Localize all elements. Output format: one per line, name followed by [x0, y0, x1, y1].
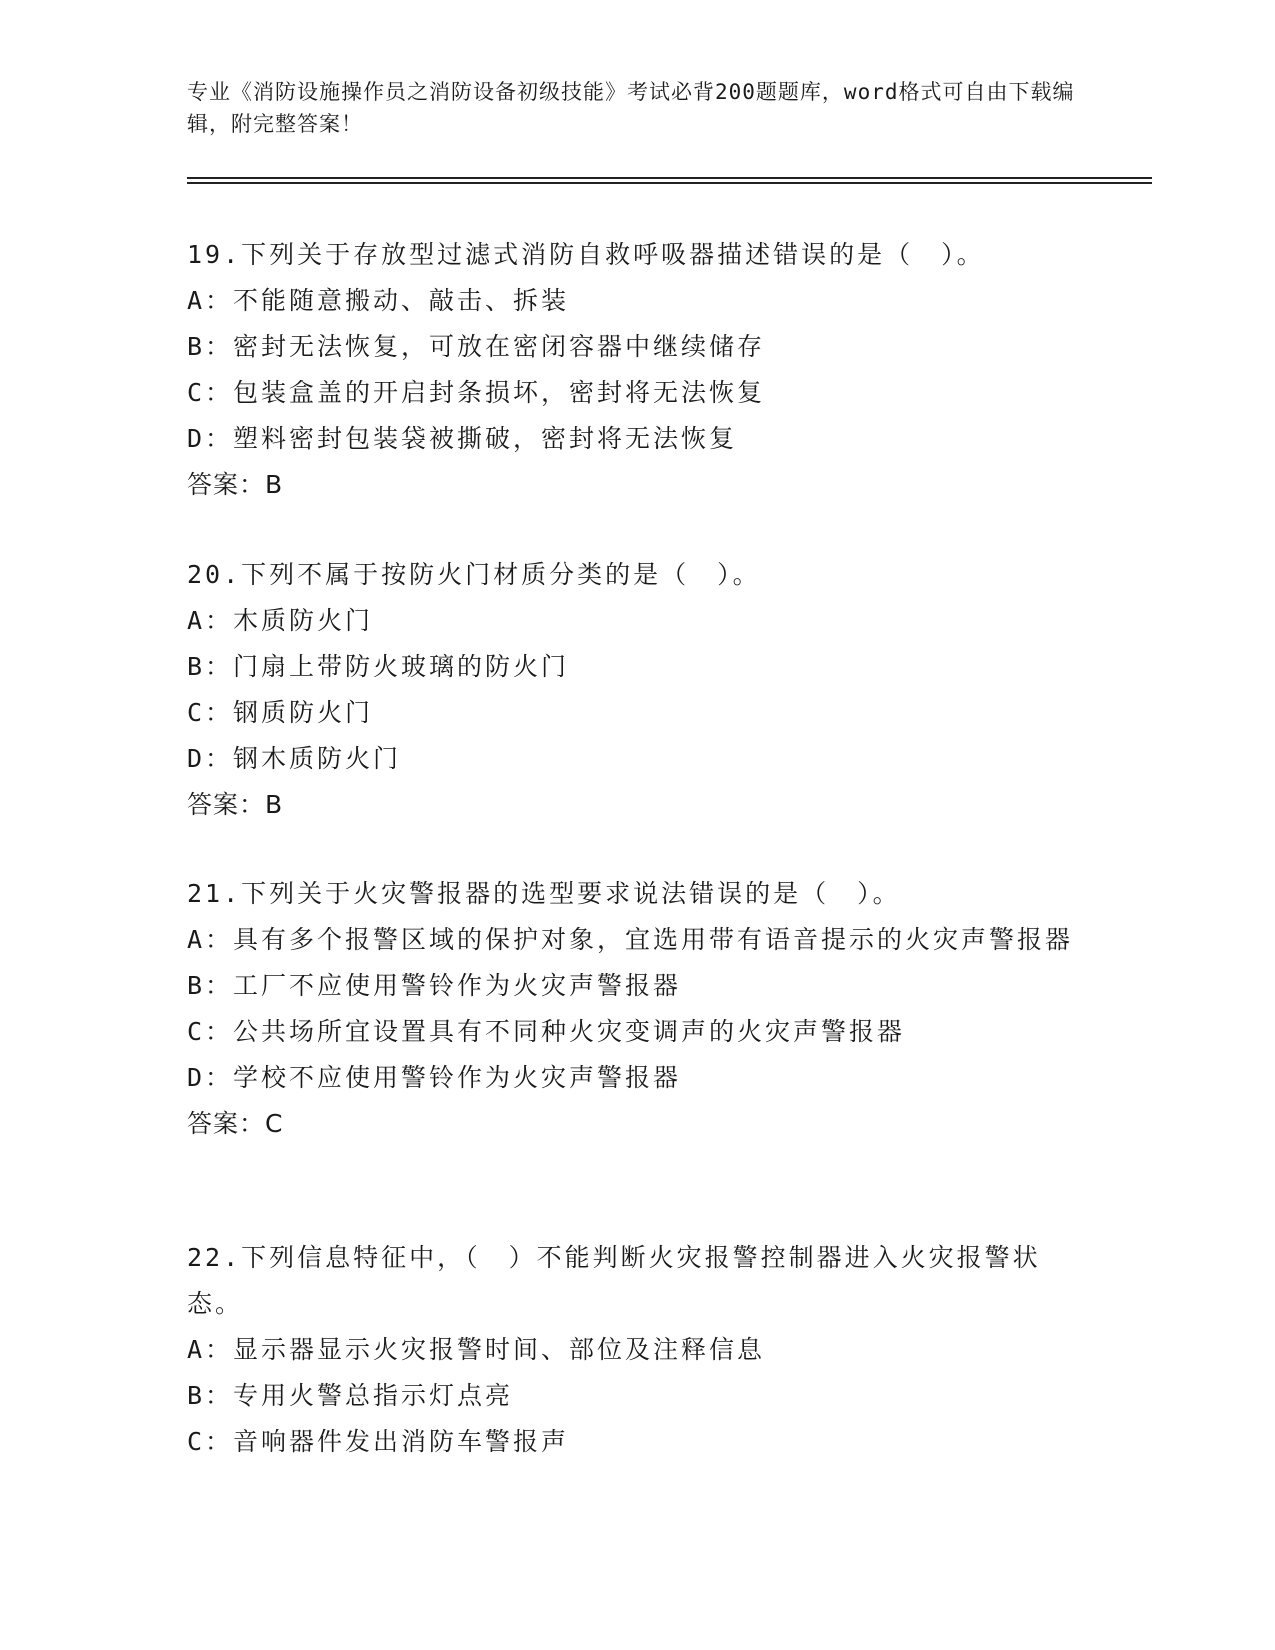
question-21 — [187, 871, 1087, 1147]
option-c: C：公共场所宜设置具有不同种火灾变调声的火灾声警报器 — [187, 1017, 906, 1046]
option-b: B：专用火警总指示灯点亮 — [187, 1381, 514, 1410]
option-a: A：木质防火门 — [187, 606, 374, 635]
header-divider-bottom — [187, 182, 1152, 184]
header-divider-top — [187, 177, 1152, 179]
question-22 — [187, 1235, 1087, 1465]
option-a: A：显示器显示火灾报警时间、部位及注释信息 — [187, 1335, 766, 1364]
option-b: B：工厂不应使用警铃作为火灾声警报器 — [187, 971, 682, 1000]
question-stem: 20.下列不属于按防火门材质分类的是（ ）。 — [187, 560, 761, 589]
option-c: C：钢质防火门 — [187, 698, 374, 727]
option-b: B：密封无法恢复，可放在密闭容器中继续储存 — [187, 332, 766, 361]
question-stem: 21.下列关于火灾警报器的选型要求说法错误的是（ ）。 — [187, 879, 901, 908]
answer: 答案：C — [187, 1109, 284, 1138]
option-d: D：学校不应使用警铃作为火灾声警报器 — [187, 1063, 682, 1092]
option-a: A：不能随意搬动、敲击、拆装 — [187, 286, 570, 315]
option-a: A：具有多个报警区域的保护对象，宜选用带有语音提示的火灾声警报器 — [187, 925, 1074, 954]
document-header: 专业《消防设施操作员之消防设备初级技能》考试必背200题题库，word格式可自由下载编辑，附完整答案！ — [187, 80, 1075, 136]
question-stem: 19.下列关于存放型过滤式消防自救呼吸器描述错误的是（ ）。 — [187, 240, 985, 269]
option-b: B：门扇上带防火玻璃的防火门 — [187, 652, 570, 681]
question-20 — [187, 552, 1087, 828]
option-d: D：塑料密封包装袋被撕破，密封将无法恢复 — [187, 424, 738, 453]
answer: 答案：B — [187, 790, 284, 819]
option-c: C：音响器件发出消防车警报声 — [187, 1427, 570, 1456]
answer: 答案：B — [187, 470, 284, 499]
option-c: C：包装盒盖的开启封条损坏，密封将无法恢复 — [187, 378, 766, 407]
question-19 — [187, 232, 1087, 508]
option-d: D：钢木质防火门 — [187, 744, 402, 773]
question-stem: 22.下列信息特征中，（ ）不能判断火灾报警控制器进入火灾报警状态。 — [187, 1243, 1041, 1318]
